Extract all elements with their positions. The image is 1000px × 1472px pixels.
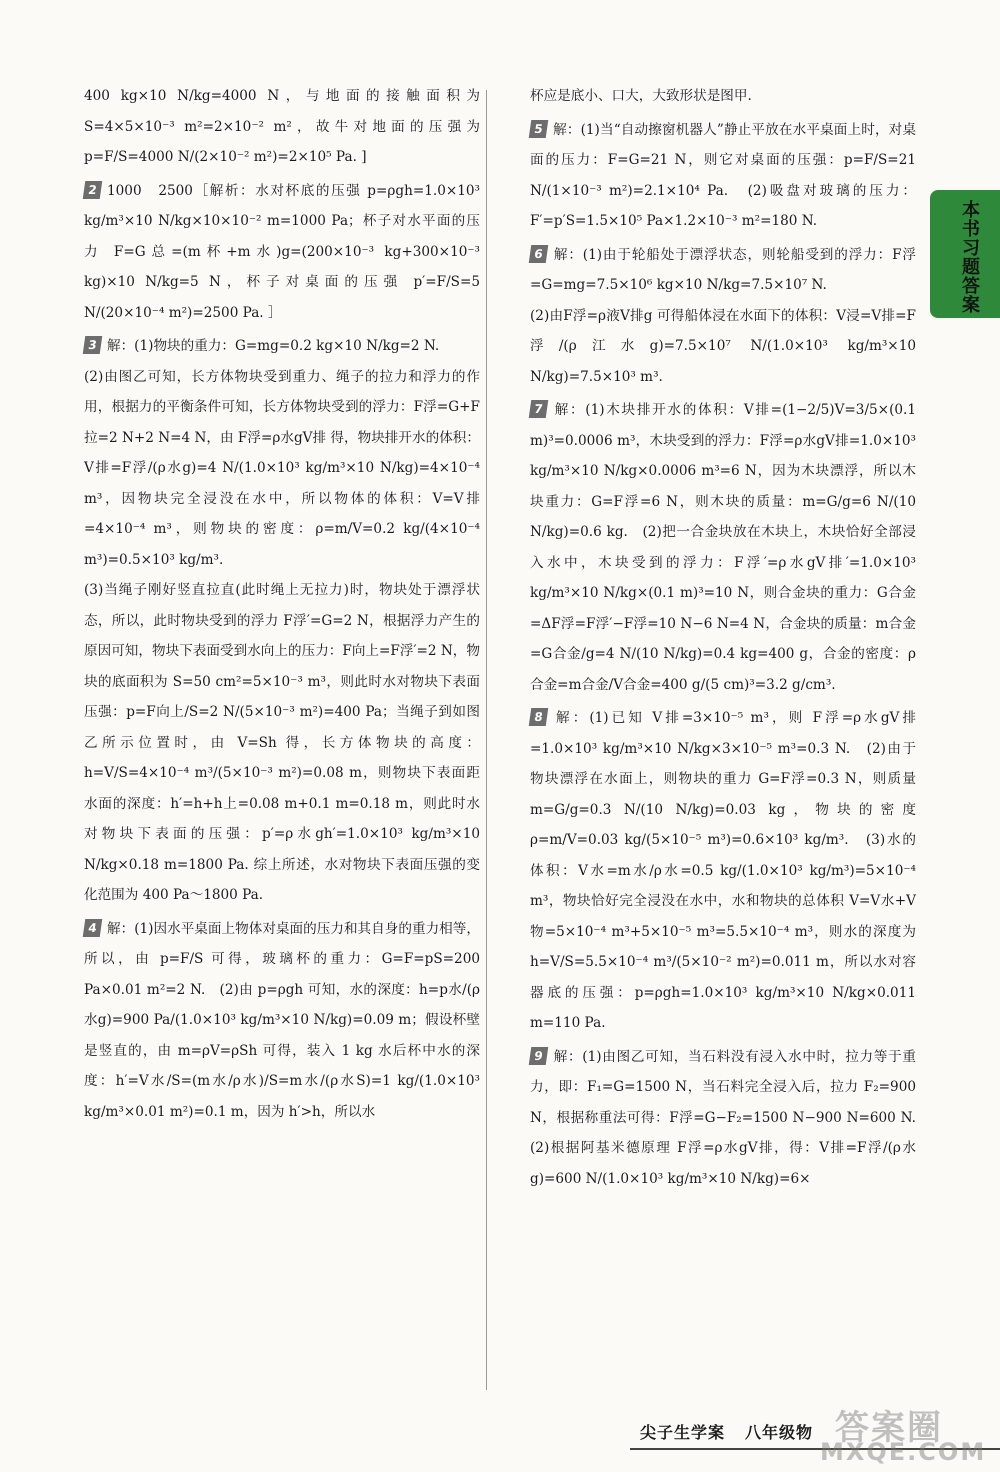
item-number: 9 bbox=[529, 1047, 549, 1065]
answer-text: (2)由图乙可知，长方体物块受到重力、绳子的拉力和浮力的作用，根据力的平衡条件可知，长方体物块受到的浮力：F浮=G+F拉=2 N+2 N=4 N，由 F浮=ρ水gV排 得，物块排开水的体积：V排=F浮/(ρ水g)=4 N/(1.0×10³ kg/m³×10 N/kg)=4×10⁻⁴ m³，因物块完全浸没在水中，所以物体的体积：V=V排=4×10⁻⁴ m³，则物块的密度：ρ=m/V=0.2 kg/(4×10⁻⁴ m³)=0.5×10³ kg/m³. bbox=[84, 368, 480, 568]
page-footer bbox=[640, 1420, 833, 1443]
answer-subpart bbox=[84, 575, 480, 911]
answer-text: 400 kg×10 N/kg=4000 N，与地面的接触面积为 S=4×5×10⁻³ m²=2×10⁻² m²，故牛对地面的压强为 p=F/S=4000 N/(2×10⁻² m²)=2×10⁵ Pa. ] bbox=[84, 88, 480, 165]
item-number: 8 bbox=[529, 708, 549, 726]
right-column bbox=[530, 84, 930, 1197]
answer-text: 解：(1)因水平桌面上物体对桌面的压力和其自身的重力相等，所以，由 p=F/S 可得，玻璃杯的重力：G=F=pS=200 Pa×0.01 m²=2 N. (2)由 p=ρgh 可知，水的深度：h=p水/(ρ水g)=900 Pa/(1.0×10³ kg/m³×10 N/kg)=0.09 m；假设杯壁是竖直的，由 m=ρV=ρSh 可得，装入 1 kg 水后杯中水的深度：h′=V水/S=(m水/ρ水)/S=m水/(ρ水S)=1 kg/(1.0×10³ kg/m³×0.01 m²)=0.1 m，因为 h′>h，所以水 bbox=[84, 920, 480, 1120]
answer-item bbox=[530, 115, 916, 237]
answer-text: 解：(1)已知 V排=3×10⁻⁵ m³，则 F浮=ρ水gV排=1.0×10³ kg/m³×10 N/kg×3×10⁻⁵ m³=0.3 N. (2)由于物块漂浮在水面上，则物块的重力 G=F浮=0.3 N，则质量 m=G/g=0.3 N/(10 N/kg)=0.03 kg，物块的密度 ρ=m/V=0.03 kg/(5×10⁻⁵ m³)=0.6×10³ kg/m³. (3)水的体积：V水=m水/ρ水=0.5 kg/(1.0×10³ kg/m³)=5×10⁻⁴ m³，物块恰好完全浸没在水中，水和物块的总体积 V=V水+V物=5×10⁻⁴ m³+5×10⁻⁵ m³=5.5×10⁻⁴ m³，则水的深度为 h=V/S=5.5×10⁻⁴ m³/(5×10⁻² m²)=0.011 m，所以水对容器底的压强：p=ρgh=1.0×10³ kg/m³×10 N/kg×0.011 m=110 Pa. bbox=[530, 710, 916, 1031]
answer-item bbox=[530, 240, 916, 301]
item-number: 6 bbox=[529, 245, 549, 263]
footer-grade: 八年级物 bbox=[745, 1423, 814, 1442]
answer-subpart bbox=[530, 301, 916, 393]
answer-text: 解：(1)木块排开水的体积：V排=(1−2/5)V=3/5×(0.1 m)³=0.0006 m³，木块受到的浮力：F浮=ρ水gV排=1.0×10³ kg/m³×10 N/kg×0.0006 m³=6 N，因为木块漂浮，所以木块重力：G=F浮=6 N，则木块的质量：m=G/g=6 N/(10 N/kg)=0.6 kg. (2)把一合金块放在木块上，木块恰好全部浸入水中，木块受到的浮力：F浮′=ρ水gV排′=1.0×10³ kg/m³×10 N/kg×(0.1 m)³=10 N，则合金块的重力：G合金=ΔF浮=F浮′−F浮=10 N−6 N=4 N，合金块的质量：m合金=G合金/g=4 N/(10 N/kg)=0.4 kg=400 g，合金的密度：ρ合金=m合金/V合金=400 g/(5 cm)³=3.2 g/cm³. bbox=[530, 402, 916, 693]
answer-subpart bbox=[84, 362, 480, 576]
answer-text: 杯应是底小、口大，大致形状是图甲. bbox=[530, 88, 752, 104]
answer-item bbox=[84, 914, 480, 1128]
answer-item bbox=[530, 1042, 930, 1195]
answer-text: 解：(1)由图乙可知，当石料没有浸入水中时，拉力等于重力，即：F₁=G=1500 N，当石料完全浸入后，拉力 F₂=900 N，根据称重法可得：F浮=G−F₂=1500 N−900 N=600 N. (2)根据阿基米德原理 F浮=ρ水gV排，得：V排=F浮/(ρ水g)=600 N/(1.0×10³ kg/m³×10 N/kg)=6× bbox=[530, 1048, 930, 1187]
section-tab-label: 本书习题答案 bbox=[959, 200, 980, 314]
answer-text: 解：(1)由于轮船处于漂浮状态，则轮船受到的浮力：F浮=G=mg=7.5×10⁶ kg×10 N/kg=7.5×10⁷ N. bbox=[530, 246, 916, 293]
answer-text: 解：(1)当“自动擦窗机器人”静止平放在水平桌面上时，对桌面的压力：F=G=21 N，则它对桌面的压强：p=F/S=21 N/(1×10⁻³ m²)=2.1×10⁴ Pa. (2)吸盘对玻璃的压力：F′=p′S=1.5×10⁵ Pa×1.2×10⁻³ m²=180 N. bbox=[530, 121, 916, 229]
item-number: 3 bbox=[83, 336, 103, 354]
answer-item bbox=[530, 703, 916, 1039]
answer-item bbox=[84, 81, 480, 173]
column-divider bbox=[486, 90, 487, 1390]
item-number: 5 bbox=[529, 120, 549, 138]
answer-text: 1000 2500［解析：水对杯底的压强 p=ρgh=1.0×10³ kg/m³×10 N/kg×10×10⁻² m=1000 Pa；杯子对水平面的压力 F=G总=(m杯+m水)g=(200×10⁻³ kg+300×10⁻³ kg)×10 N/kg=5 N，杯子对桌面的压强 p′=F/S=5 N/(20×10⁻⁴ m²)=2500 Pa. ］ bbox=[84, 182, 481, 321]
watermark-logo: 答案圈 bbox=[835, 1408, 943, 1448]
item-number: 2 bbox=[83, 181, 103, 199]
answer-text: 解：(1)物块的重力：G=mg=0.2 kg×10 N/kg=2 N. bbox=[107, 338, 440, 354]
left-column bbox=[84, 84, 480, 1130]
item-number: 4 bbox=[83, 919, 103, 937]
answer-item bbox=[84, 176, 480, 329]
answer-item bbox=[84, 331, 480, 362]
answer-subpart bbox=[530, 81, 916, 112]
answer-item bbox=[530, 395, 916, 700]
answer-text: (3)当绳子刚好竖直拉直(此时绳上无拉力)时，物块处于漂浮状态，所以，此时物块受到的浮力 F浮′=G=2 N，根据浮力产生的原因可知，物块下表面受到水向上的压力：F向上=F浮′=2 N，物块的底面积为 S=50 cm²=5×10⁻³ m³，则此时水对物块下表面压强：p=F向上/S=2 N/(5×10⁻³ m²)=400 Pa；当绳子到如图乙所示位置时，由 V=Sh 得，长方体物块的高度：h=V/S=4×10⁻⁴ m³/(5×10⁻³ m²)=0.08 m，则物块下表面距水面的深度：h′=h+h上=0.08 m+0.1 m=0.18 m，则此时水对物块下表面的压强：p′=ρ水gh′=1.0×10³ kg/m³×10 N/kg×0.18 m=1800 Pa. 综上所述，水对物块下表面压强的变化范围为 400 Pa～1800 Pa. bbox=[84, 582, 480, 903]
footer-brand: 尖子生学案 bbox=[640, 1423, 726, 1442]
item-number: 7 bbox=[529, 400, 549, 418]
watermark-url: MXQE.COM bbox=[820, 1438, 987, 1466]
answer-text: (2)由F浮=ρ液V排g 可得船体浸在水面下的体积：V浸=V排=F浮/(ρ江水g)=7.5×10⁷ N/(1.0×10³ kg/m³×10 N/kg)=7.5×10³ m³. bbox=[530, 307, 916, 385]
